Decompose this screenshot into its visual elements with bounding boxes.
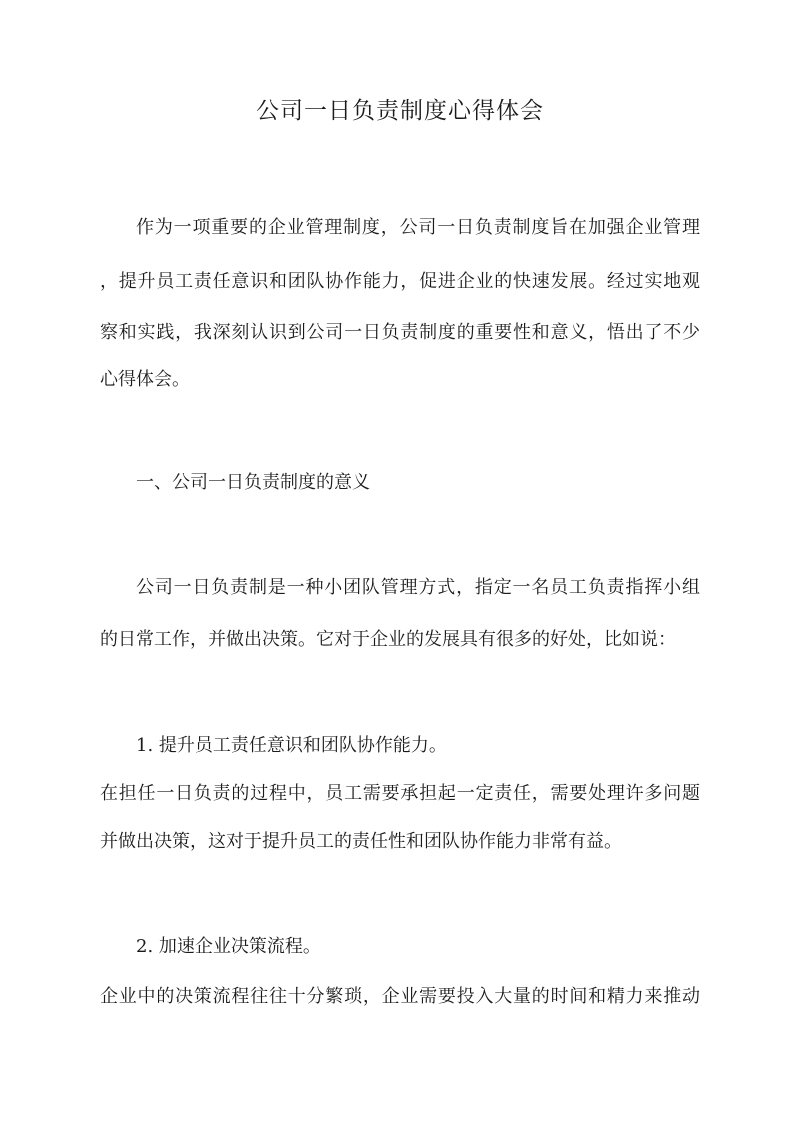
point2-line-1: 企业中的决策流程往往十分繁琐，企业需要投入大量的时间和精力来推动	[100, 986, 700, 1007]
intro-line-4: 心得体会。	[100, 369, 190, 390]
section-heading-significance: 一、公司一日负责制度的意义	[136, 472, 370, 493]
section1-para-line-1: 公司一日负责制是一种小团队管理方式，指定一名员工负责指挥小组	[136, 577, 700, 598]
document-title: 公司一日负责制度心得体会	[256, 98, 544, 124]
intro-line-1: 作为一项重要的企业管理制度，公司一日负责制度旨在加强企业管理	[136, 217, 700, 238]
section1-para-line-2: 的日常工作，并做出决策。它对于企业的发展具有很多的好处，比如说：	[100, 629, 676, 650]
intro-line-3: 察和实践，我深刻认识到公司一日负责制度的重要性和意义，悟出了不少	[100, 322, 700, 343]
point1-line-1: 在担任一日负责的过程中，员工需要承担起一定责任，需要处理许多问题	[100, 783, 700, 804]
point2-heading: 2. 加速企业决策流程。	[136, 936, 321, 957]
point1-line-2: 并做出决策，这对于提升员工的责任性和团队协作能力非常有益。	[100, 831, 622, 852]
point1-heading: 1. 提升员工责任意识和团队协作能力。	[136, 735, 447, 756]
intro-line-2: ，提升员工责任意识和团队协作能力，促进企业的快速发展。经过实地观	[100, 271, 700, 292]
